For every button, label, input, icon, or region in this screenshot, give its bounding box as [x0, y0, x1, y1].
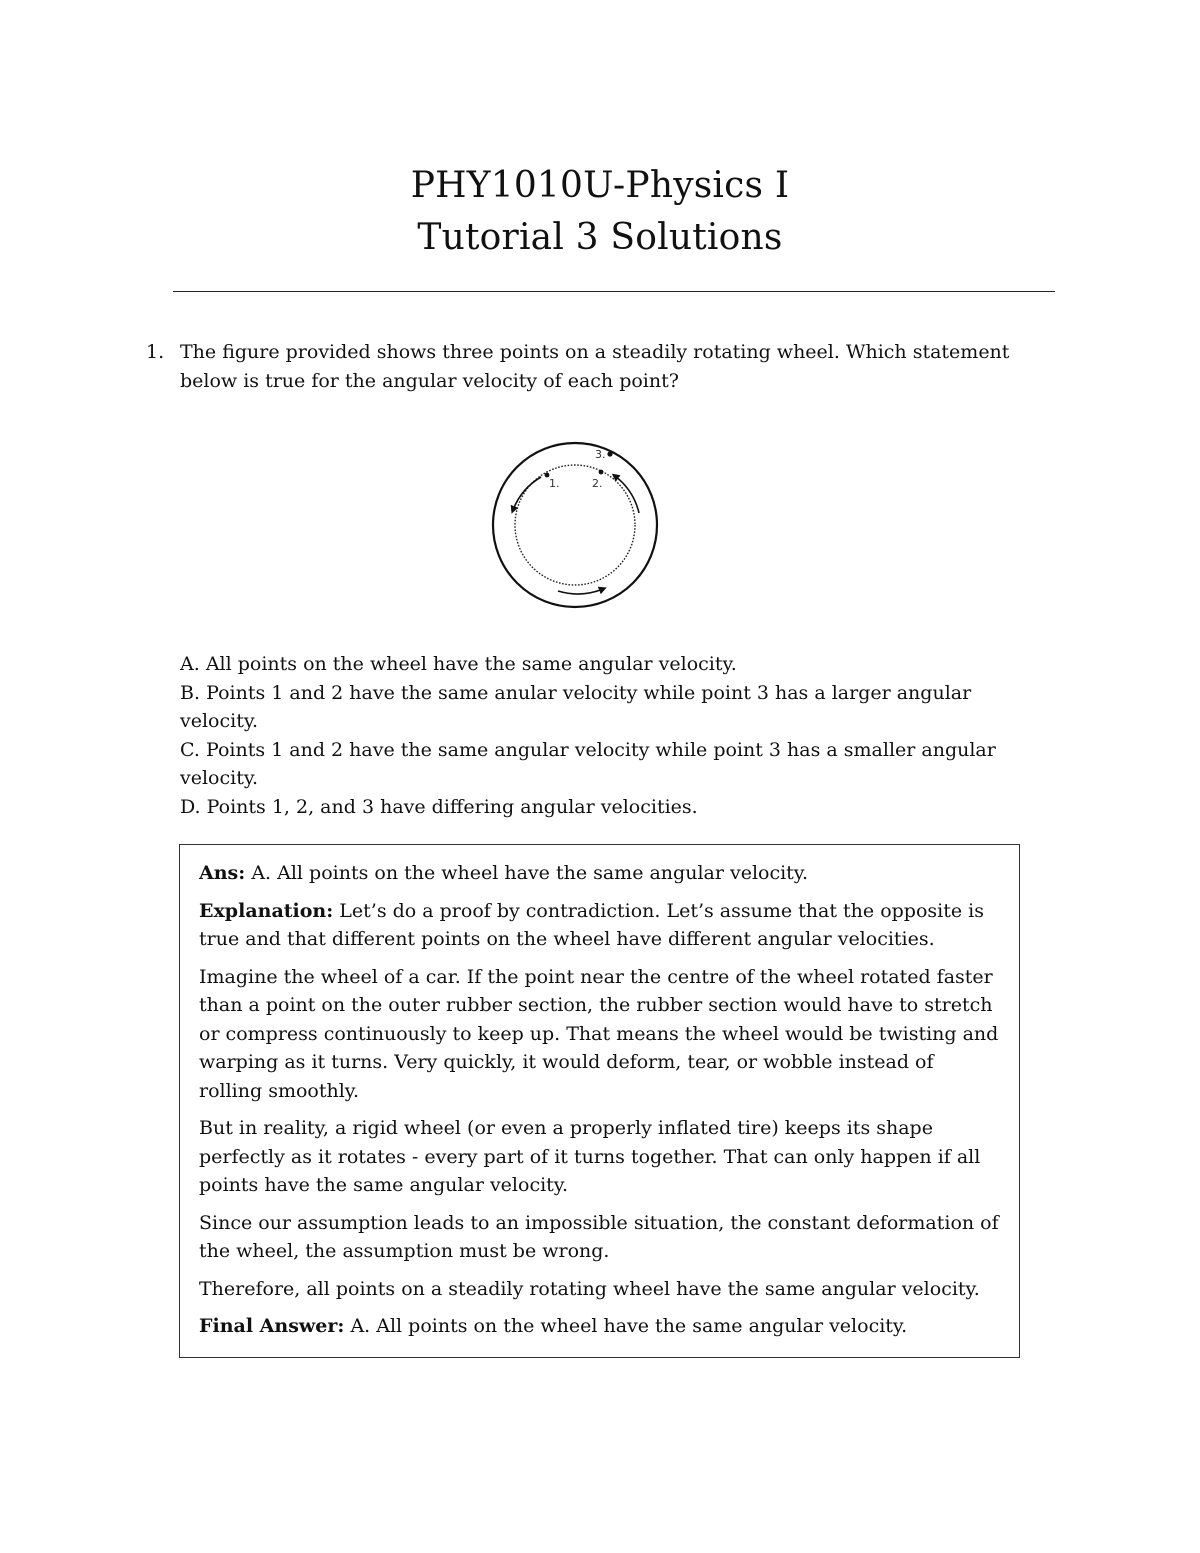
rotating-wheel-figure: [491, 434, 661, 634]
ans-text: A. All points on the wheel have the same angular velocity.: [251, 862, 809, 884]
answer-line: [199, 859, 1001, 888]
wheel-outer-rim: [493, 443, 657, 607]
explanation-text: Let’s do a proof by contradiction. Let’s assume that the opposite is true and that different points on the wheel have different angular velocities.: [199, 899, 984, 950]
explanation-label: Explanation:: [199, 899, 334, 922]
title-block: [0, 160, 1200, 264]
course-title: PHY1010U-Physics I: [410, 165, 790, 206]
explanation-paragraph: [199, 897, 1001, 954]
option-b: [180, 679, 1022, 736]
question-number: 1.: [146, 341, 165, 363]
option-text: Points 1 and 2 have the same anular velocity while point 3 has a larger angular velocity.: [180, 681, 972, 732]
option-letter: A.: [180, 653, 200, 675]
option-c: [180, 736, 1022, 793]
option-d: [180, 793, 1022, 822]
option-letter: D.: [180, 795, 201, 818]
point-2-marker: [599, 470, 604, 475]
point-1-label: 1.: [549, 477, 560, 490]
explanation-paragraph-5: Therefore, all points on a steadily rotating wheel have the same angular velocity.: [199, 1277, 980, 1300]
point-3-marker: [607, 451, 612, 456]
answer-options: [180, 650, 1022, 821]
option-text: All points on the wheel have the same angular velocity.: [205, 653, 737, 675]
tutorial-subtitle: Tutorial 3 Solutions: [417, 217, 783, 258]
option-text: Points 1, 2, and 3 have differing angular velocities.: [206, 795, 698, 818]
option-letter: C.: [180, 738, 200, 761]
point-2-label: 2.: [592, 477, 603, 490]
point-3-label: 3.: [595, 448, 606, 461]
final-answer-label: Final Answer:: [199, 1315, 345, 1337]
question-text: The figure provided shows three points on a steadily rotating wheel. Which statement below is true for the angular velocity of each point?: [180, 341, 1010, 392]
right-rotation-arrow: [615, 476, 639, 513]
left-rotation-arrow: [513, 477, 541, 510]
option-a: [180, 650, 1022, 679]
final-answer-text: A. All points on the wheel have the same angular velocity.: [350, 1315, 908, 1337]
ans-label: Ans:: [199, 862, 246, 884]
option-text: Points 1 and 2 have the same angular velocity while point 3 has a smaller angular velocity.: [180, 738, 996, 789]
final-answer-line: [199, 1312, 1001, 1341]
solution-box: [179, 844, 1020, 1358]
option-letter: B.: [180, 681, 201, 704]
explanation-paragraph-4: Since our assumption leads to an impossible situation, the constant deformation of the wheel, the assumption must be wrong.: [199, 1211, 999, 1262]
horizontal-rule: [173, 291, 1055, 292]
explanation-paragraph-3: But in reality, a rigid wheel (or even a properly inflated tire) keeps its shape perfectly as it rotates - every part of it turns together. That can only happen if all points have the same angular velocity.: [199, 1117, 981, 1196]
explanation-paragraph-2: Imagine the wheel of a car. If the point near the centre of the wheel rotated faster than a point on the outer rubber section, the rubber section would have to stretch or compress continuously to keep up. That means the wheel would be twisting and warping as it turns. Very quickly, it would deform, tear, or wobble instead of rolling smoothly.: [199, 965, 999, 1102]
bottom-rotation-arrow: [558, 589, 603, 594]
